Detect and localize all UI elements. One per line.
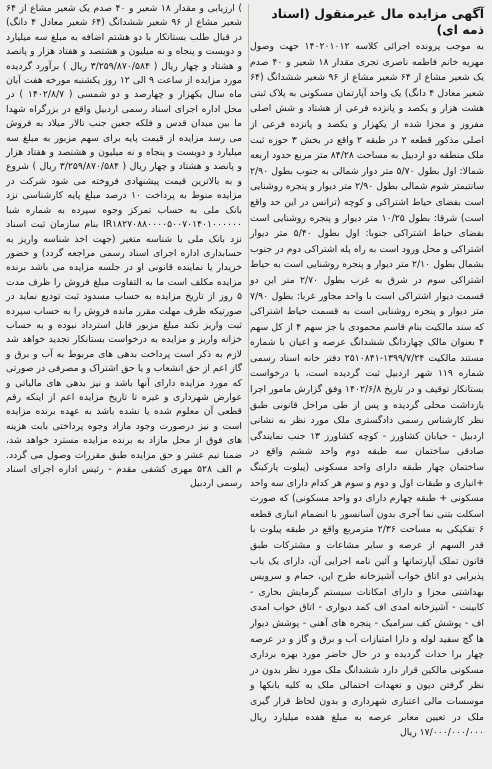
notice-right-column: [247, 0, 488, 769]
column-divider: [248, 4, 249, 444]
notice-title: آگهی مزایده مال غیرمنقول (اسناد ذمه ای): [271, 6, 484, 37]
notice-body-right: به موجب پرونده اجرائی کلاسه ۱۴۰۲۰۱۰۱۲ جهت وصول مهریه خانم فاطمه ناصری تجری مقدار ۱۸ شعیر و ۴۰ صدم یک شعیر مشاع از ۶۴ شعیر مشاع از ۹۶ شعیر ششدانگ (۶۴ شعیر معادل ۴ دانگ) یک واحد آپارتمان مسکونی به پلاک ثبتی هشت هزار و یکصد و پانزده فرعی از هشتاد و شش اصلی مفروز و مجزا شده از یکهزار و یکصد و پانزده فرعی از اصلی مذکور قطعه ۲ در طبقه ۲ واقع در بخش ۳ حوزه ثبت ملک منطقه دو اردبیل به مساحت ۸۴/۲۸ متر مربع حدود اربعه شمالا: اول بطول ۵/۷۰ متر دوار شمالی به جنوب بطول ۲/۹۰ سانتیمتر شوم شمالی بطول ۲/۹۰ متر دیوار و پنجره روشنایی است بفضای حیاط اشتراکی و کوچه (ترانس در این حد واقع است) شرقا: بطول ۱۰/۲۵ متر دیوار و پنجره روشنایی است بفضای حیاط اشتراکی جنوبا: اول بطول ۵/۴۰ متر دیوار اشتراکی و محل ورود است به راه پله اشتراکی دوم در جنوب بشمال بطول ۲/۱۰ متر دیوار و پنجره روشنایی است به حیاط اشتراکی سوم در شرق به غرب بطول ۲/۷۰ متر این دو قسمت دیوار اشتراکی است با واحد مجاور غربا: بطول ۷/۹۰ متر دیوار و پنجره روشنایی است به قسمت حیاط اشتراکی که سند مالکیت بنام قاسم محمودی با جز سهم ۴ از کل سهم ۴ بعنوان مالک چهاردانگ ششدانگ عرصه و اعیان با شماره مستند مالکیت ۱۳۹۹/۷/۲۴-۲۵۱۰۸۴۱ دفتر خانه اسناد رسمی شماره ۱۱۹ شهر اردبیل ثبت گردیده است، با درخواست بستانکار توقیف و در تاریخ ۱۴۰۲/۶/۸ وفق گزارش مامور اجرا بازداشت محلی گردیده و پس از طی مراحل قانونی طبق نظر کارشناس رسمی دادگستری ملک مورد نظر به نشانی اردبیل - خیابان کشاورز - کوچه کشاورز ۱۳ جنب نمایندگی صادقی ساختمان سه طبقه دوم واحد ششم واقع در ساختمان چهار طبقه دارای واحد مسکونی (پیلوت پارکینگ +انباری و طبقات اول و دوم و سوم هر کدام دارای سه واحد مسکونی + طبقه چهارم دارای دو واحد مسکونی) که صورت اسکلت بتنی نما آجری بدون آسانسور با انضمام انباری قطعه ۶ تفکیکی به مساحت ۲/۳۶ مترمربع واقع در طبقه پیلوت با قدر السهم از عرصه و سایر مشاعات و مشترکات طبق قانون تملک آپارتمانها و آئین نامه اجرایی آن، دارای یک باب پذیرایی دو اتاق خواب آشپزخانه طرح اپن، حمام و سرویس بهداشتی مجزا و دارای امکانات سیستم گرمایش بخاری - کابینت - آشپزخانه امدی اف کمد دیواری - اتاق خواب امدی اف - پوشش کف سرامیک - پنجره های آهنی - پوشش دیوار ها گچ سفید لوله و دارا امتیازات آب و برق و گاز و در عرصه چهار برا حدات گردیده و در حال حاضر مورد بهره برداری مسکونی مالکین قرار دارد ششدانگ ملک مورد نظر بدون در نظر گرفتن دیون و تعهدات احتمالی ملک به کلیه بانکها و موسسات مالی اعتباری شهرداری و بدون لحاظ قرار گیری ملک در تعیین معابر عرصه به مبلغ هفده میلیارد ریال ۱۷/۰۰۰/۰۰۰/۰۰۰ ریال: [250, 41, 485, 739]
notice-left-column: [2, 0, 244, 490]
notice-body-left: ) ارزیابی و مقدار ۱۸ شعیر و ۴۰ صدم یک شعیر مشاع از ۶۴ شعیر مشاع از ۹۶ شعیر ششدانگ (۶۴ شعیر معادل ۴ دانگ) در قبال طلب بستانکار با دو هشتم اضافه به مبلغ سه میلیارد و دویست و پنجاه و نه میلیون و هشتصد و هفتاد هزار و پانصد و هشتاد و چهار ریال ( ۳/۲۵۹/۸۷۰/۵۸۴ ریال ) برآورد گردیده مورد مزایده از ساعت ۹ الی ۱۲ روز یکشنبه مورخه هفت آبان ماه سال یکهزار و چهارصد و دو شمسی ( ۱۴۰۲/۸/۷ ) در محل اداره اجرای اسناد رسمی اردبیل واقع در بزرگراه شهدا ما بین میدان قدس و فلکه جعین جنب تالار میلاد به فروش می رسد مزایده از قیمت پایه برای سهم مزبور به مبلغ سه میلیارد و دویست و پنجاه و نه میلیون و هشتصد و هفتاد هزار و پانصد و هشتاد و چهار ریال ( ۳/۲۵۹/۸۷۰/۵۸۴ ریال ) شروع و به بالاترین قیمت پیشنهادی فروخته می شود شرکت در مزایده منوط به پرداخت ۱۰ درصد مبلغ پایه کارشناسی نزد بانک ملی به حساب تمرکز وجوه سپرده به شماره شبا IR۱۸۲۷۰۸۸۰۰۰۰۵۰۰۷۰۱۴۰۱۰۰۰۰۰۰ بنام سازمان ثبت اسناد نزد بانک ملی با شناسه متغیر (جهت اخذ شناسه واریز به حسابداری اداره اجرای اسناد رسمی مراجعه گردد) و حضور خریدار یا نماینده قانونی او در جلسه مزایده می باشد برنده مزایده مکلف است ما به التفاوت مبلغ فروش را ظرف مدت ۵ روز از تاریخ مزایده به حساب مسدود ثبت تودیع نماید در صورتیکه ظرف مهلت مقرر مانده فروش را به حساب سپرده ثبت واریز نکند مبلغ مزبور قابل استرداد نبوده و به حساب خزانه واریز و مزایده به درخواست بستانکار تجدید خواهد شد لازم به ذکر است پرداخت بدهی های مربوط به آب و برق و گاز اعم از حق انشعاب و یا حق اشتراک و مصرفی در صورتی که مورد مزایده دارای آنها باشد و نیز بدهی های مالیاتی و عوارض شهرداری و غیره تا تاریخ مزایده اعم از اینکه رقم قطعی آن معلوم شده یا نشده باشد به عهده برنده مزایده است و نیز درصورت وجود مازاد وجوه پرداختی بابت هزینه های فوق از محل مازاد به برنده مزایده مسترد خواهد شد، ضمنا نیم عشر و حق مزایده طبق مقررات وصول می گردد. م الف ۵۲۸ مهری کشفی مقدم - رئیس اداره اجرای اسناد رسمی اردبیل: [6, 3, 242, 490]
